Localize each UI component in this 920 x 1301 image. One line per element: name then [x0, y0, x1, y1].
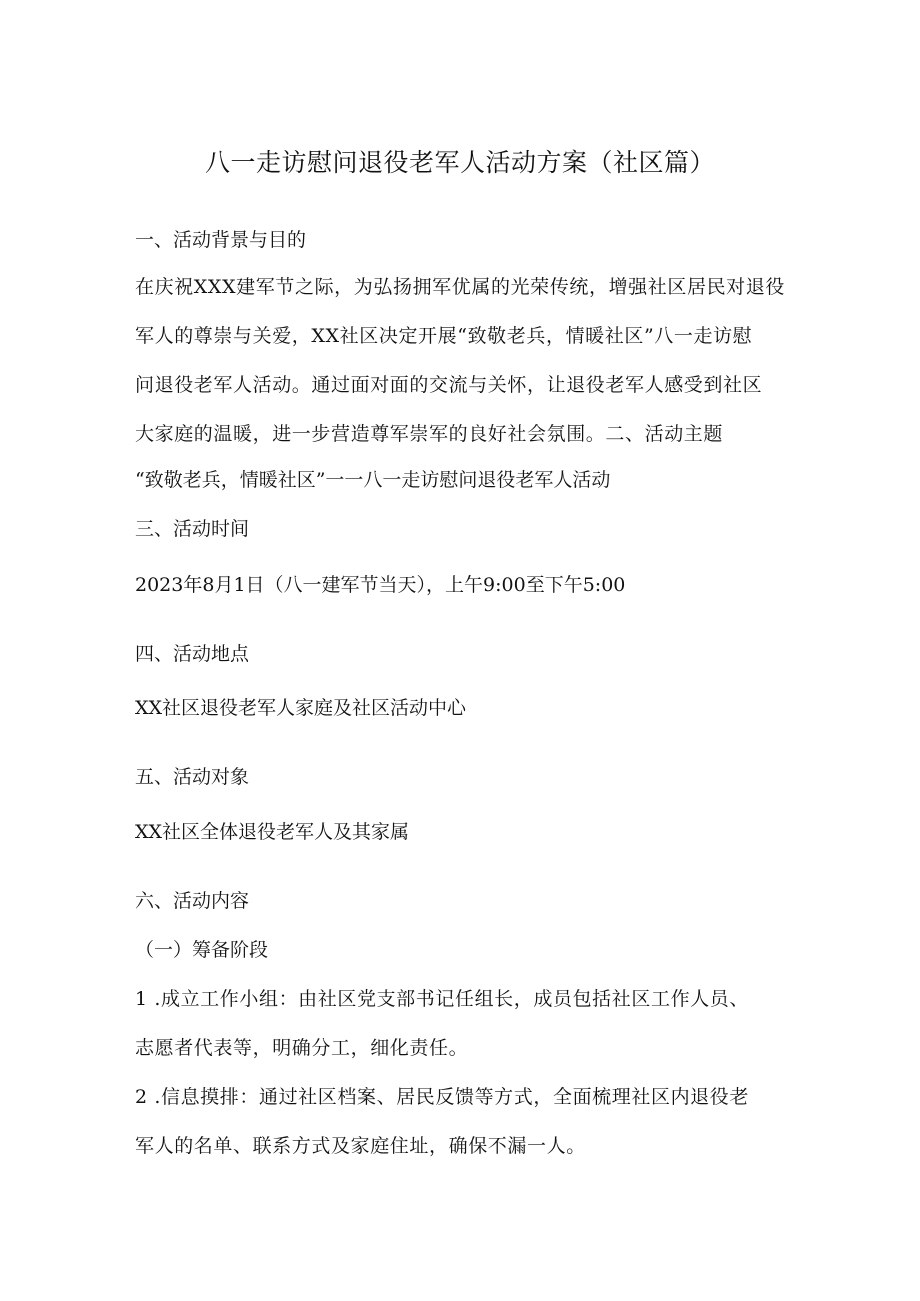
section-body-theme: “致敬老兵，情暖社区”一一八一走访慰问退役老军人活动: [135, 469, 611, 491]
subsection-heading-preparation: （一）筹备阶段: [135, 939, 269, 961]
section-heading-background: 一、活动背景与目的: [135, 229, 307, 251]
paragraph-line: 问退役老军人活动。通过面对面的交流与关怀，让退役老军人感受到社区: [135, 374, 763, 396]
list-item-line: 1 .成立工作小组：由社区党支部书记任组长，成员包括社区工作人员、: [135, 988, 749, 1010]
paragraph-line: 军人的尊崇与关爱，XX社区决定开展“致敬老兵，情暖社区”八一走访慰: [135, 325, 753, 347]
section-body-audience: XX社区全体退役老军人及其家属: [135, 821, 410, 843]
section-heading-audience: 五、活动对象: [135, 766, 250, 788]
paragraph-line: 在庆祝XXX建军节之际，为弘扬拥军优属的光荣传统，增强社区居民对退役: [135, 276, 785, 298]
section-body-time: 2023年8月1日（八一建军节当天），上午9:00至下午5:00: [135, 574, 626, 596]
section-heading-content: 六、活动内容: [135, 890, 250, 912]
list-item-line: 志愿者代表等，明确分工，细化责任。: [135, 1037, 469, 1059]
section-heading-location: 四、活动地点: [135, 643, 250, 665]
document-title: 八一走访慰问退役老军人活动方案（社区篇）: [204, 148, 715, 177]
list-item-line: 2 .信息摸排：通过社区档案、居民反馈等方式，全面梳理社区内退役老: [135, 1086, 749, 1108]
section-body-location: XX社区退役老军人家庭及社区活动中心: [135, 697, 467, 719]
section-heading-time: 三、活动时间: [135, 518, 250, 540]
paragraph-line: 大家庭的温暖，进一步营造尊军崇军的良好社会氛围。二、活动主题: [135, 423, 724, 445]
list-item-line: 军人的名单、联系方式及家庭住址，确保不漏一人。: [135, 1135, 586, 1157]
